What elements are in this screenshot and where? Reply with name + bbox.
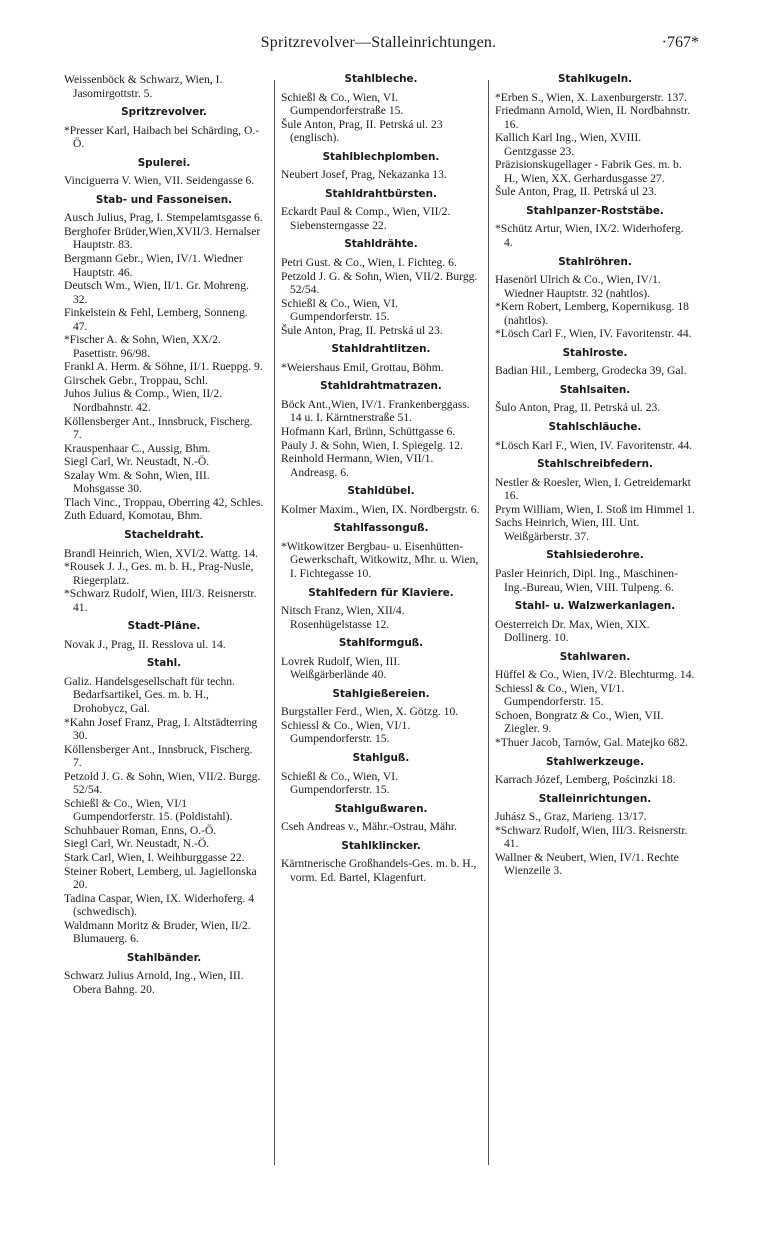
directory-entry: Weissenböck & Schwarz, Wien, I. Jasomirgottstr. 5. bbox=[64, 73, 223, 100]
directory-entry: Waldmann Moritz & Bruder, Wien, II/2. Blumauerg. 6. bbox=[64, 918, 251, 946]
section-heading: Stahldrahtmatrazen. bbox=[320, 380, 442, 393]
directory-entry: Oesterreich Dr. Max, Wien, XIX. Dollinerg. 10. bbox=[495, 617, 650, 645]
directory-entry: *Kahn Josef Franz, Prag, I. Altstädterring 30. bbox=[64, 715, 258, 743]
directory-entry: Bergmann Gebr., Wien, IV/1. Wiedner Hauptstr. 46. bbox=[64, 252, 243, 279]
section-heading: Stahlwaren. bbox=[559, 650, 631, 663]
directory-entry: Kallich Karl Ing., Wien, XVIII. Gentzgasse 23. bbox=[495, 131, 642, 158]
column-left bbox=[64, 73, 264, 996]
column-right bbox=[495, 73, 695, 878]
directory-entry: Badian Hil., Lemberg, Grodecka 39, Gal. bbox=[495, 364, 687, 378]
section-heading: Stahlröhren. bbox=[558, 255, 632, 268]
directory-entry: Steiner Robert, Lemberg, ul. Jagiellonska 20. bbox=[64, 864, 257, 892]
directory-entry: *Erben S., Wien, X. Laxenburgerstr. 137. bbox=[495, 90, 687, 104]
section-heading: Stahlroste. bbox=[562, 346, 628, 359]
directory-entry: Cseh Andreas v., Mähr.-Ostrau, Mähr. bbox=[281, 820, 458, 834]
section-heading: Stahlguß. bbox=[352, 751, 410, 764]
directory-entry: Schießl & Co., Wien, VI. Gumpendorferstr. 15. bbox=[281, 296, 398, 324]
directory-entry: Šule Anton, Prag, II. Petrská ul 23. bbox=[281, 323, 443, 337]
directory-entry: Stark Carl, Wien, I. Weihburggasse 22. bbox=[64, 850, 245, 864]
directory-entry: Galiz. Handelsgesellschaft für techn. Bedarfsartikel, Ges. m. b. H., Drohobycz, Gal. bbox=[64, 674, 235, 715]
section-heading: Stahlbänder. bbox=[126, 951, 202, 964]
directory-entry: Krauspenhaar C., Aussig, Bhm. bbox=[64, 441, 211, 455]
running-title: Spritzrevolver—Stalleinrichtungen. bbox=[260, 34, 497, 51]
directory-entry: Hofmann Karl, Brünn, Schüttgasse 6. bbox=[281, 425, 456, 439]
directory-entry: *Weiershaus Emil, Grottau, Böhm. bbox=[281, 360, 444, 374]
section-heading: Stahlgußwaren. bbox=[334, 802, 428, 815]
directory-entry: Neubert Josef, Prag, Nekazanka 13. bbox=[281, 168, 447, 182]
directory-entry: *Presser Karl, Haibach bei Schärding, O.-Ö. bbox=[64, 123, 260, 151]
directory-entry: Deutsch Wm., Wien, II/1. Gr. Mohreng. 32. bbox=[64, 279, 249, 306]
directory-entry: *Kern Robert, Lemberg, Kopernikusg. 18 (nahtlos). bbox=[495, 300, 689, 327]
directory-entry: Reinhold Hermann, Wien, VII/1. Andreasg. 6. bbox=[281, 452, 434, 479]
directory-entry: *Schütz Artur, Wien, IX/2. Widerhoferg. 4. bbox=[495, 222, 684, 250]
directory-entry: Prym William, Wien, I. Stoß im Himmel 1. bbox=[495, 502, 695, 516]
directory-entry: Petzold J. G. & Sohn, Wien, VII/2. Burgg. 52/54. bbox=[64, 769, 261, 797]
directory-entry: Zuth Eduard, Komotau, Bhm. bbox=[64, 509, 203, 523]
section-heading: Stahlkugeln. bbox=[557, 73, 633, 85]
directory-entry: *Lösch Karl F., Wien, IV. Favoritenstr. 44. bbox=[495, 438, 693, 452]
section-heading: Stahlfassonguß. bbox=[333, 522, 429, 535]
directory-entry: Schoen, Bongratz & Co., Wien, VII. Ziegler. 9. bbox=[495, 708, 664, 736]
section-heading: Spulerei. bbox=[137, 156, 191, 169]
directory-entry: Böck Ant.,Wien, IV/1. Frankenberggass. 14 u. I. Kärntnerstraße 51. bbox=[281, 397, 470, 425]
directory-entry: *Fischer A. & Sohn, Wien, XX/2. Pasettistr. 96/98. bbox=[64, 333, 221, 360]
directory-entry: Lovrek Rudolf, Wien, III. Weißgärberlände 40. bbox=[281, 654, 401, 682]
directory-entry: Frankl A. Herm. & Söhne, II/1. Rueppg. 9. bbox=[64, 360, 263, 374]
section-heading: Stahldrahtlitzen. bbox=[331, 343, 431, 356]
section-heading: Stahlsaiten. bbox=[559, 383, 631, 396]
page-number: ·767* bbox=[661, 34, 699, 51]
directory-entry: Finkelstein & Fehl, Lemberg, Sonneng. 47. bbox=[64, 306, 248, 333]
directory-entry: Juhos Julius & Comp., Wien, II/2. Nordbahnstr. 42. bbox=[64, 387, 223, 415]
section-heading: Stahlpanzer-Roststäbe. bbox=[526, 204, 664, 217]
directory-entry: *Lösch Carl F., Wien, IV. Favoritenstr. 44. bbox=[495, 327, 692, 341]
directory-entry: Präzisionskugellager - Fabrik Ges. m. b. H., Wien, XX. Gerhardusgasse 27. bbox=[495, 158, 682, 185]
column-rule-right bbox=[488, 80, 489, 1165]
directory-entry: *Schwarz Rudolf, Wien, III/3. Reisnerstr. 41. bbox=[495, 823, 688, 851]
directory-entry: Brandl Heinrich, Wien, XVI/2. Wattg. 14. bbox=[64, 546, 258, 560]
directory-entry: Hüffel & Co., Wien, IV/2. Blechturmg. 14. bbox=[495, 668, 695, 682]
column-rule-left bbox=[274, 80, 275, 1165]
directory-entry: Schuhbauer Roman, Enns, O.-Ö. bbox=[64, 823, 217, 837]
directory-entry: Schießl & Co., Wien, VI. Gumpendorferstraße 15. bbox=[281, 90, 404, 118]
directory-entry: Petri Gust. & Co., Wien, I. Fichteg. 6. bbox=[281, 256, 457, 270]
section-heading: Stahlsiederohre. bbox=[546, 549, 644, 562]
directory-entry: Schiessl & Co., Wien, VI/1. Gumpendorferstr. 15. bbox=[495, 681, 625, 709]
directory-entry: Sachs Heinrich, Wien, III. Unt. Weißgärberstr. 37. bbox=[495, 516, 640, 543]
directory-entry: Schießl & Co., Wien, VI/1 Gumpendorferstr. 15. (Poldistahl). bbox=[64, 796, 233, 824]
directory-entry: Schießl & Co., Wien, VI. Gumpendorferstr. 15. bbox=[281, 769, 398, 797]
page-header bbox=[0, 34, 757, 56]
section-heading: Stahlklincker. bbox=[341, 839, 421, 852]
section-heading: Stadt-Pläne. bbox=[127, 620, 201, 633]
directory-entry: Juhász S., Graz, Marieng. 13/17. bbox=[495, 810, 647, 824]
directory-entry: Tlach Vinc., Troppau, Oberring 42, Schles. bbox=[64, 495, 264, 509]
section-heading: Stahlfedern für Klaviere. bbox=[308, 586, 454, 599]
directory-entry: Nestler & Roesler, Wien, I. Getreidemarkt 16. bbox=[495, 475, 691, 503]
section-heading: Stahlgießereien. bbox=[332, 687, 430, 700]
section-heading: Stahldrähte. bbox=[344, 238, 418, 251]
directory-entry: Siegl Carl, Wr. Neustadt, N.-Ö. bbox=[64, 455, 210, 469]
section-heading: Stahlschläuche. bbox=[548, 421, 642, 434]
section-heading: Stahlwerkzeuge. bbox=[545, 755, 645, 768]
directory-entry: Köllensberger Ant., Innsbruck, Fischerg. 7. bbox=[64, 414, 253, 442]
directory-entry: *Schwarz Rudolf, Wien, III/3. Reisnerstr. 41. bbox=[64, 587, 257, 614]
directory-entry: Wallner & Neubert, Wien, IV/1. Rechte Wienzeile 3. bbox=[495, 850, 679, 878]
section-heading: Stacheldraht. bbox=[124, 528, 204, 541]
directory-entry: Schiessl & Co., Wien, VI/1. Gumpendorferstr. 15. bbox=[281, 718, 411, 746]
section-heading: Stahlbleche. bbox=[344, 73, 418, 85]
section-heading: Stahl. bbox=[146, 657, 182, 670]
directory-entry: Kärntnerische Großhandels-Ges. m. b. H., vorm. Ed. Bartel, Klagenfurt. bbox=[281, 857, 477, 884]
section-heading: Stahl- u. Walzwerkanlagen. bbox=[514, 600, 676, 613]
directory-entry: Friedmann Arnold, Wien, II. Nordbahnstr. 16. bbox=[495, 104, 691, 131]
directory-entry: Šule Anton, Prag, II. Petrská ul 23. bbox=[495, 185, 657, 199]
directory-entry: Šule Anton, Prag, II. Petrská ul. 23 (englisch). bbox=[281, 117, 443, 145]
section-heading: Stahlblechplomben. bbox=[322, 150, 440, 163]
section-heading: Stahlschreibfedern. bbox=[537, 458, 653, 471]
directory-entry: Szalay Wm. & Sohn, Wien, III. Mohsgasse 30. bbox=[64, 468, 210, 496]
directory-entry: Eckardt Paul & Comp., Wien, VII/2. Siebensterngasse 22. bbox=[281, 205, 451, 232]
directory-entry: *Witkowitzer Bergbau- u. Eisenhütten-Gewerkschaft, Witkowitz, Mhr. u. Wien, I. Fichtegasse 10. bbox=[281, 539, 479, 580]
section-heading: Stahldübel. bbox=[347, 485, 415, 498]
directory-entry: Kolmer Maxim., Wien, IX. Nordbergstr. 6. bbox=[281, 502, 480, 516]
directory-entry: Novak J., Prag, II. Resslova ul. 14. bbox=[64, 637, 226, 651]
directory-entry: Ausch Julius, Prag, I. Stempelamtsgasse 6. bbox=[64, 211, 263, 225]
section-heading: Stab- und Fassoneisen. bbox=[95, 193, 233, 206]
column-middle bbox=[281, 73, 481, 884]
section-heading: Stahlformguß. bbox=[338, 637, 424, 650]
section-heading: Spritzrevolver. bbox=[121, 106, 207, 119]
directory-entry: Siegl Carl, Wr. Neustadt, N.-Ö. bbox=[64, 837, 210, 851]
directory-entry: Nitsch Franz, Wien, XII/4. Rosenhügelstasse 12. bbox=[281, 604, 405, 631]
directory-entry: Petzold J. G. & Sohn, Wien, VII/2. Burgg. 52/54. bbox=[281, 269, 478, 297]
directory-entry: *Thuer Jacob, Tarnów, Gal. Matejko 682. bbox=[495, 735, 689, 749]
directory-entry: Köllensberger Ant., Innsbruck, Fischerg. 7. bbox=[64, 742, 253, 770]
directory-entry: Hasenörl Ulrich & Co., Wien, IV/1. Wiedner Hauptstr. 32 (nahtlos). bbox=[495, 273, 661, 300]
directory-entry: Berghofer Brüder,Wien,XVII/3. Hernalser Hauptstr. 83. bbox=[64, 224, 261, 252]
directory-entry: Pauly J. & Sohn, Wien, I. Spiegelg. 12. bbox=[281, 438, 463, 452]
directory-entry: Schwarz Julius Arnold, Ing., Wien, III. Obera Bahng. 20. bbox=[64, 969, 244, 996]
directory-entry: Tadina Caspar, Wien, IX. Widerhoferg. 4 (schwedisch). bbox=[64, 891, 254, 919]
directory-entry: *Rousek J. J., Ges. m. b. H., Prag-Nusle, Riegerplatz. bbox=[64, 560, 254, 587]
directory-entry: Burgstaller Ferd., Wien, X. Götzg. 10. bbox=[281, 705, 459, 719]
section-heading: Stahldrahtbürsten. bbox=[325, 187, 437, 200]
directory-entry: Girschek Gebr., Troppau, Schl. bbox=[64, 373, 208, 387]
directory-entry: Karrach Józef, Lemberg, Pościnzki 18. bbox=[495, 773, 676, 787]
section-heading: Stalleinrichtungen. bbox=[538, 792, 652, 805]
directory-entry: Šulo Anton, Prag, II. Petrská ul. 23. bbox=[495, 401, 661, 415]
directory-entry: Vinciguerra V. Wien, VII. Seidengasse 6. bbox=[64, 174, 255, 188]
directory-entry: Pasler Heinrich, Dipl. Ing., Maschinen-Ing.-Bureau, Wien, VIII. Tulpeng. 6. bbox=[495, 566, 678, 594]
